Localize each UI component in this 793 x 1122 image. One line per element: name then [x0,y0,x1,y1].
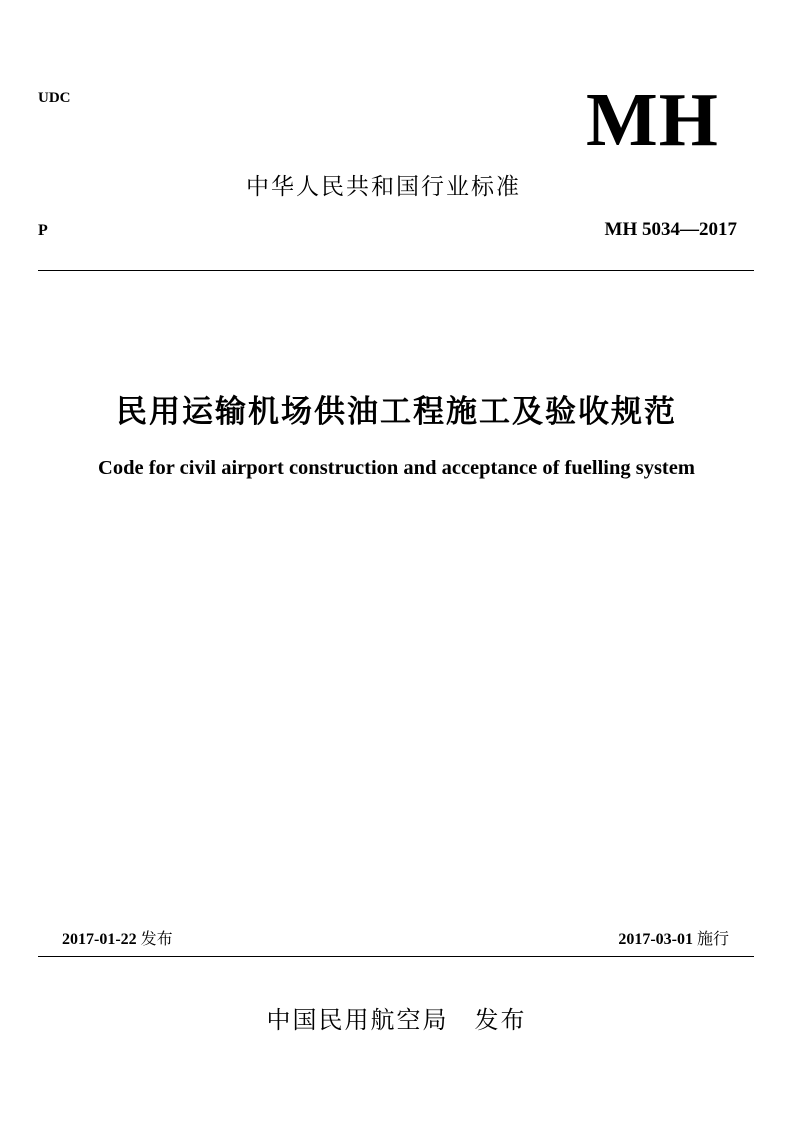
publisher-name: 中国民用航空局 [266,1006,449,1034]
publisher-action: 发布 [474,1006,527,1034]
issue-date: 2017-01-22 [62,931,137,948]
title-chinese: 民用运输机场供油工程施工及验收规范 [116,394,677,430]
implement-date-line [618,926,729,949]
standard-type: 中华人民共和国行业标准 [246,174,521,200]
issue-label: 发布 [140,929,173,948]
publisher-line [0,1000,793,1035]
bottom-divider [38,956,754,957]
mh-logo: MH [586,78,719,162]
standard-number: MH 5034—2017 [604,219,737,240]
udc-label: UDC [38,90,71,106]
implement-label: 施行 [696,929,729,948]
issue-date-line [62,926,173,949]
title-english: Code for civil airport construction and acceptance of fuelling system [98,457,695,479]
implement-date: 2017-03-01 [618,931,693,948]
classification-code: P [38,222,48,239]
top-divider [38,270,754,271]
